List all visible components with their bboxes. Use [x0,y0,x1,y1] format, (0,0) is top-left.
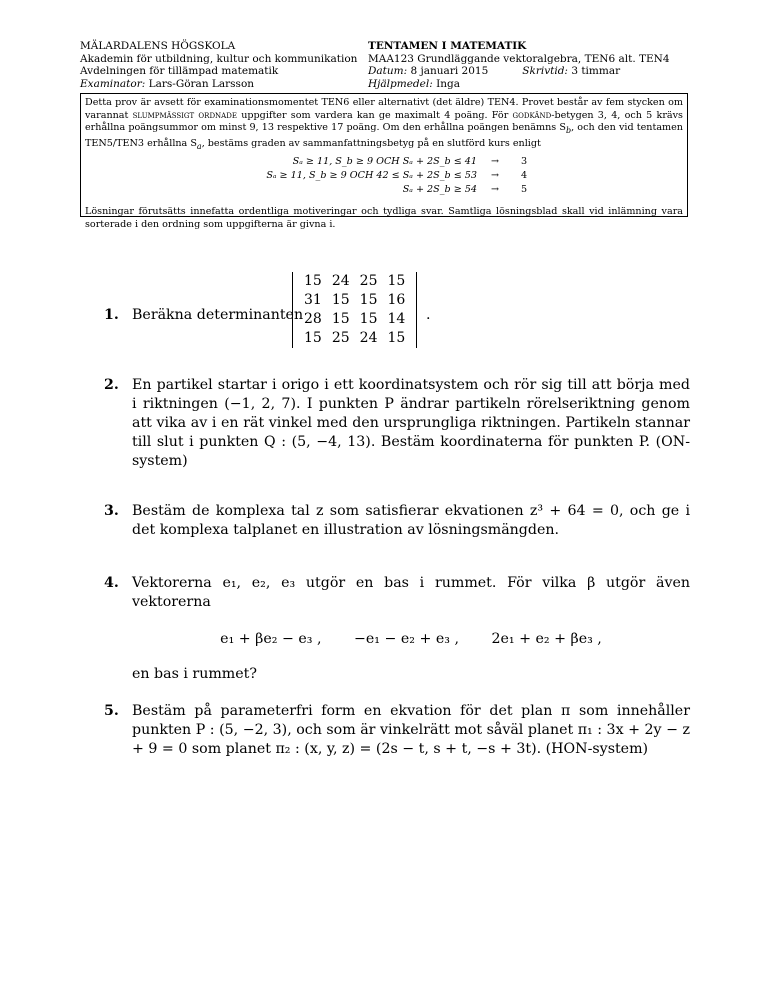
matrix-cell: 25 [331,330,350,346]
problem-text: Vektorerna e₁, e₂, e₃ utgör en bas i rummet. För vilka β utgör även vektorerna [132,575,690,610]
problem-text: Beräkna determinanten [132,307,304,323]
university-name: MÄLARDALENS HÖGSKOLA [80,40,236,52]
grade-table [85,156,683,198]
matrix-cell: 24 [359,330,378,346]
matrix-row [299,310,410,329]
grade-arrow: → [491,170,500,182]
department-name: Avdelningen för tillämpad matematik [80,65,279,77]
grade-condition: Sₐ ≥ 11, S_b ≥ 9 OCH Sₐ + 2S_b ≤ 41 [292,156,477,168]
matrix-cell: 16 [387,292,406,308]
vector-expression: 2e₁ + e₂ + βe₃ , [491,631,602,647]
matrix-cell: 15 [304,330,322,346]
matrix-cell: 28 [304,311,322,327]
instr-part5: , bestäms graden av sammanfattningsbetyg på en slutförd kurs enligt [201,137,541,149]
grade-value: 5 [521,184,528,196]
grade-row [85,184,683,198]
problem-text: En partikel startar i origo i ett koordinatsystem och rör sig till att börja med i riktningen (−1, 2, 7). I punkten P ändrar partikeln rörelseriktning genom att vika av i en rät vinkel med den ursprungliga riktningen. Partikeln stannar till slut i punkten Q : (5, −4, 13). Bestäm koordinaterna för punkten P. (ON-system) [132,377,690,469]
grade-row [85,170,683,184]
problem-1 [104,272,690,362]
exam-title: TENTAMEN I MATEMATIK [368,40,527,52]
course-line: MAA123 Grundläggande vektoralgebra, TEN6 alt. TEN4 [368,52,670,65]
determinant-matrix [292,272,417,348]
academy-name: Akademin för utbildning, kultur och kommunikation [80,52,358,65]
instr-smallcaps-passed: godkänd [512,109,552,121]
instructions-box [80,93,688,230]
exam-time: 3 timmar [571,65,621,77]
grade-value: 3 [521,156,528,168]
problem-number: 3. [104,503,119,519]
determinant-period: . [426,307,431,323]
matrix-cell: 31 [304,292,322,308]
date-line [368,65,670,78]
aids-line [368,78,670,91]
aids-label: Hjälpmedel: [368,77,433,90]
instr-part4: , och den vid tentamen TEN5/TEN3 erhållna S [85,122,683,149]
matrix-row [299,291,410,310]
vector-expression: −e₁ − e₂ + e₃ , [353,631,459,647]
instr-part1: Detta prov är avsett för examinationsmomentet TEN6 eller alternativt (det äldre) TEN4. Provet består av fem stycken om varannat [85,97,683,121]
matrix-cell: 15 [387,273,406,289]
grade-condition: Sₐ + 2S_b ≥ 54 [402,184,477,196]
vector-list [132,630,690,649]
matrix-cell: 15 [331,292,350,308]
instr-part3: -betygen 3, 4, och 5 krävs erhållna poängsummor om minst 9, 13 respektive 17 poäng. Om den erhållna poängen benämns S [85,109,683,134]
vector-expression: e₁ + βe₂ − e₃ , [220,631,322,647]
matrix-row [299,272,410,291]
problem-3 [104,502,690,540]
instr-smallcaps-random: slumpmässigt ordnade [132,109,237,121]
problem-text-after: en bas i rummet? [132,666,257,682]
header-left [80,40,357,90]
matrix-row [299,329,410,348]
examiner-name: Lars-Göran Larsson [148,77,255,90]
instructions-text: Detta prov är avsett för examinationsmomentet TEN6 eller alternativt (det äldre) TEN4. Provet består av fem stycken om varannat slumpmässigt ordnade uppgifter som vardera kan ge maximalt 4 poäng. För godkänd-betygen 3, 4, och 5 krävs erhållna poängsummor om minst 9, 13 respektive 17 poäng. Om den erhållna poängen benämns $S_b$, och den vid tentamen TEN5/TEN3 erhållna $S_a$, bestäms graden av sammanfattningsbetyg på en slutförd kurs enligt [85,97,683,151]
matrix-cell: 15 [359,292,378,308]
instructions-footer: Lösningar förutsätts innefatta ordentliga motiveringar och tydliga svar. Samtliga lösningsblad skall vid inlämning vara sorterade i den ordning som uppgifterna är givna i. [85,206,683,230]
problem-number: 4. [104,575,119,591]
matrix-cell: 25 [359,273,378,289]
date-label: Datum: [368,65,408,77]
problem-5 [104,702,690,759]
matrix-cell: 15 [304,273,322,289]
problem-text: Bestäm på parameterfri form en ekvation för det plan π som innehåller punkten P : (5, −2, 3), och som är vinkelrätt mot såväl planet π₁ : 3x + 2y − z + 9 = 0 som planet π₂ : (x, y, z) = (2s − t, s + t, −s + 3t). (HON-system) [132,703,690,757]
grade-value: 4 [521,170,528,182]
problem-number: 5. [104,703,119,719]
problem-number: 1. [104,307,119,323]
grade-arrow: → [491,156,500,168]
grade-condition: Sₐ ≥ 11, S_b ≥ 9 OCH 42 ≤ Sₐ + 2S_b ≤ 53 [266,170,477,182]
matrix-cell: 24 [331,273,350,289]
examiner-line [80,78,357,91]
grade-arrow: → [491,184,500,196]
problem-2 [104,376,690,471]
time-label: Skrivtid: [522,65,568,77]
grade-row [85,156,683,170]
problem-text: Bestäm de komplexa tal z som satisfierar ekvationen z³ + 64 = 0, och ge i det komplexa talplanet en illustration av lösningsmängden. [132,503,690,538]
exam-date: 8 januari 2015 [410,65,489,77]
problem-text-block [132,574,690,684]
problem-4 [104,574,690,684]
problem-number: 2. [104,377,119,393]
header-right [368,40,670,90]
matrix-cell: 14 [387,311,406,327]
matrix-cell: 15 [387,330,406,346]
matrix-cell: 15 [331,311,350,327]
exam-aids: Inga [436,77,461,90]
examiner-label: Examinator: [80,77,146,90]
instr-part2: uppgifter som vardera kan ge maximalt 4 poäng. För [241,109,509,121]
matrix-cell: 15 [359,311,378,327]
